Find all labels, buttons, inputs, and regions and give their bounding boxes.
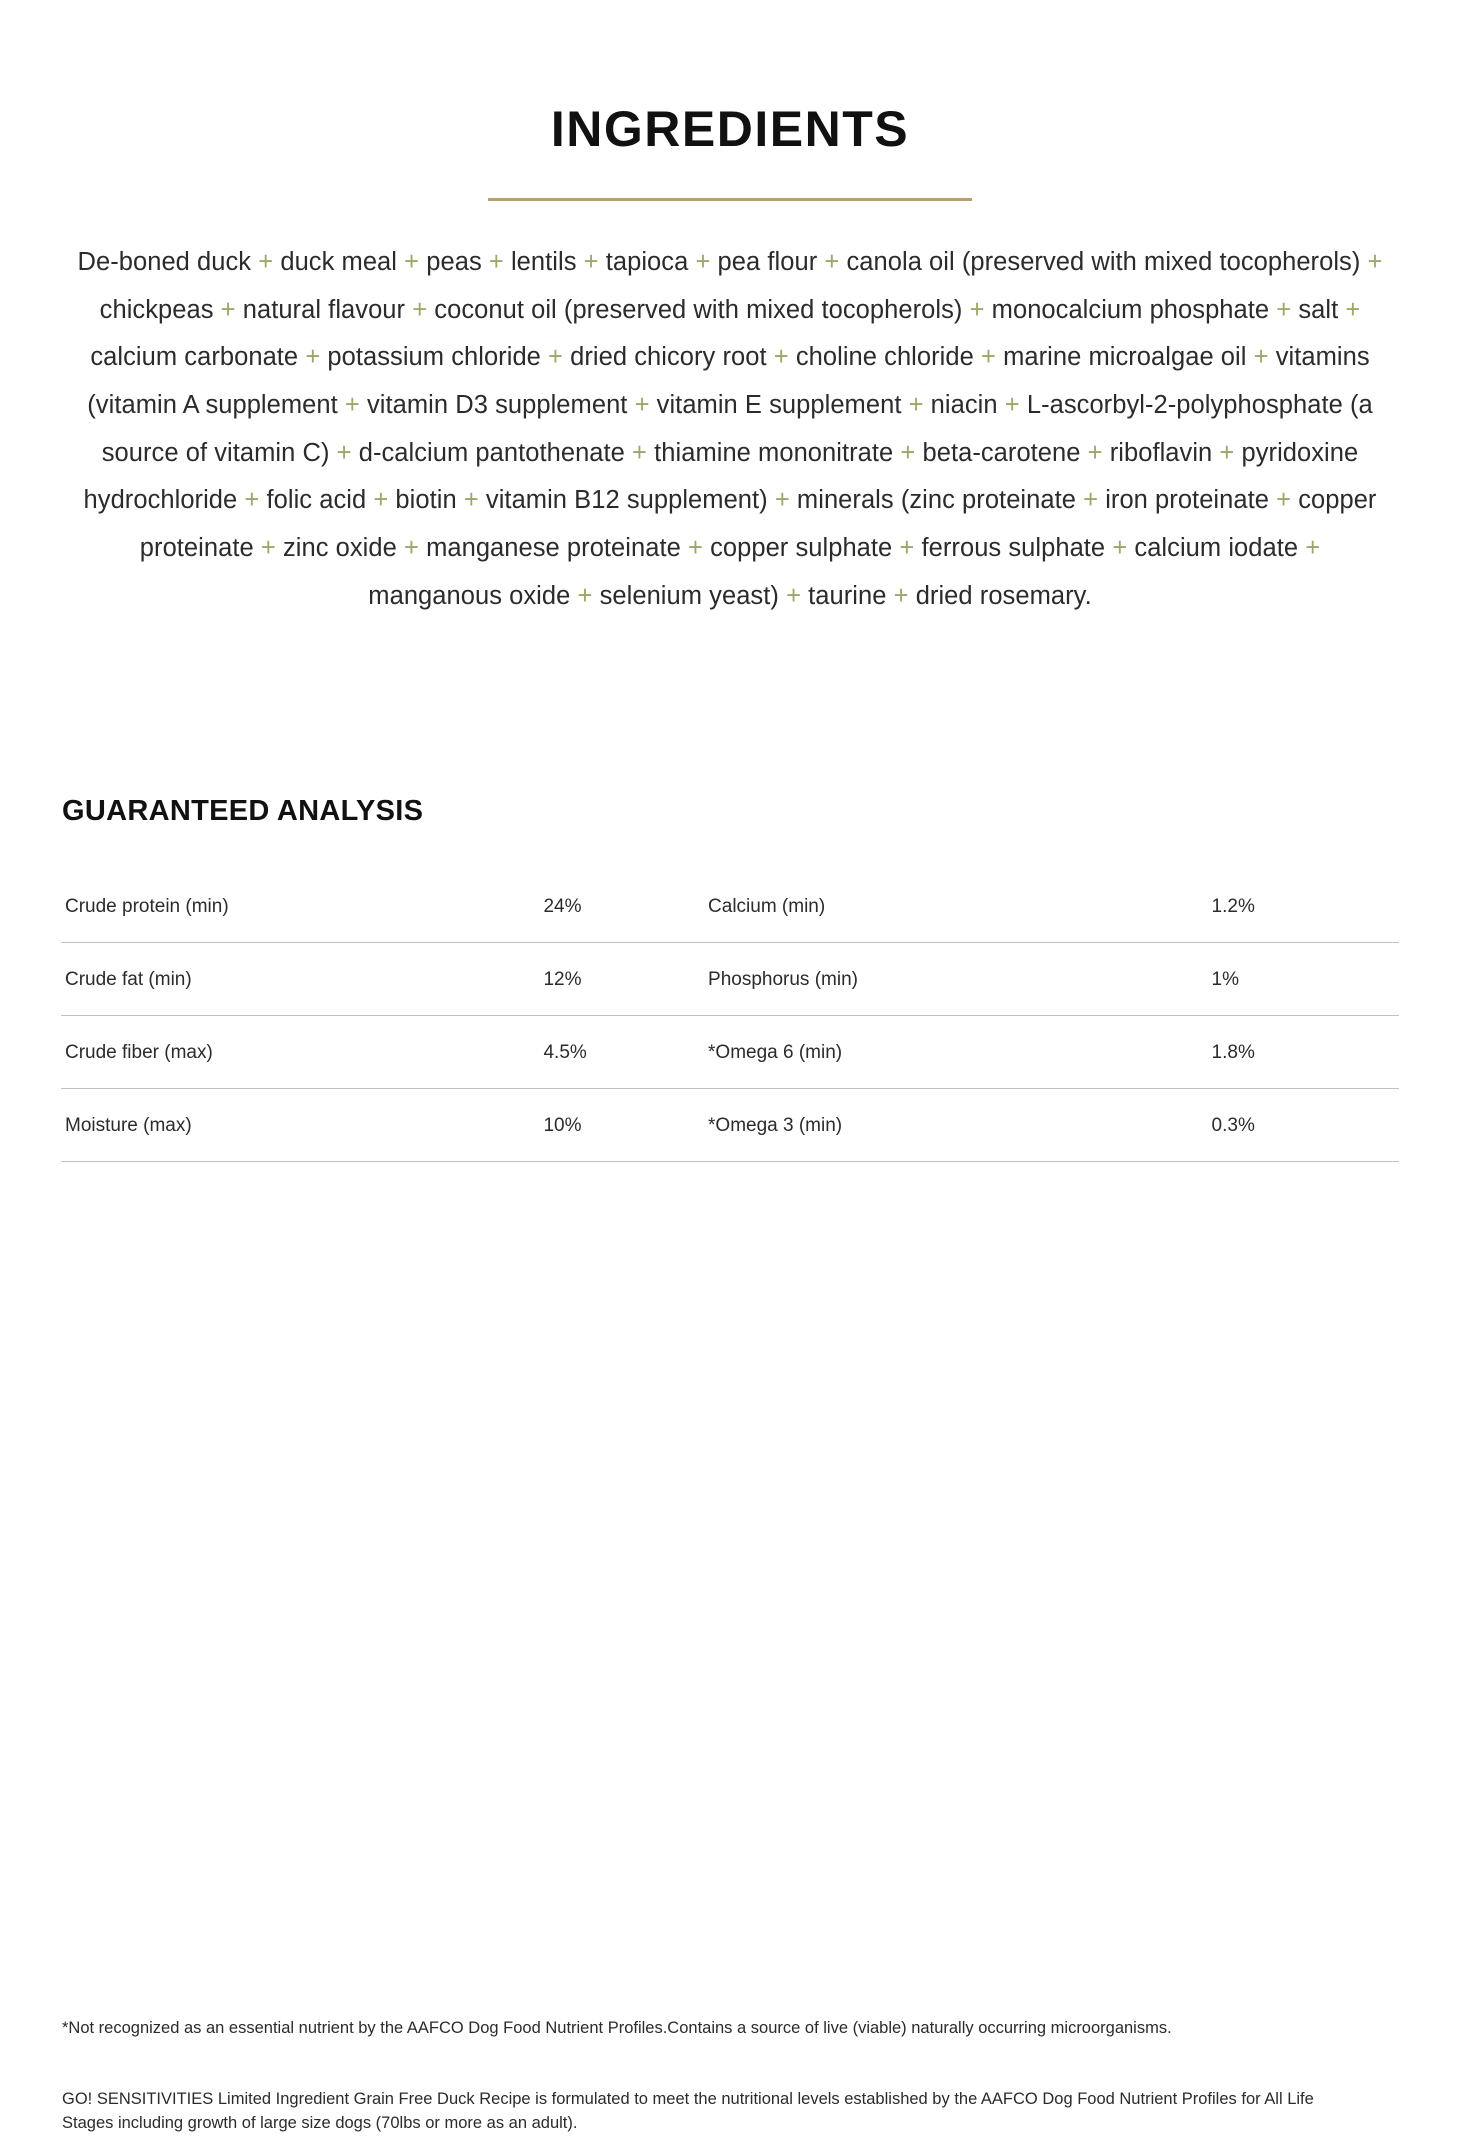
- ingredient-separator: +: [1254, 343, 1269, 371]
- ingredient-separator: +: [404, 534, 419, 562]
- ingredient-separator: +: [404, 248, 419, 276]
- ingredient-separator: +: [1276, 486, 1291, 514]
- ingredient-separator: +: [584, 248, 599, 276]
- ingredient-separator: +: [981, 343, 996, 371]
- analysis-value-right: 0.3%: [1212, 1089, 1399, 1162]
- analysis-value-right: 1%: [1212, 943, 1399, 1016]
- ingredient-separator: +: [1005, 391, 1020, 419]
- analysis-label-right: Phosphorus (min): [708, 943, 1212, 1016]
- ingredient-separator: +: [970, 296, 985, 324]
- analysis-value-left: 4.5%: [543, 1016, 708, 1089]
- ingredient-separator: +: [489, 248, 504, 276]
- ingredient-separator: +: [909, 391, 924, 419]
- ingredient-separator: +: [412, 296, 427, 324]
- ingredient-separator: +: [548, 343, 563, 371]
- ingredient-separator: +: [900, 439, 915, 467]
- ingredient-separator: +: [1345, 296, 1360, 324]
- ingredient-separator: +: [688, 534, 703, 562]
- ingredient-separator: +: [464, 486, 479, 514]
- table-row: [61, 1016, 1399, 1089]
- ingredient-separator: +: [786, 582, 801, 610]
- analysis-label-left: Crude fat (min): [61, 943, 543, 1016]
- analysis-value-left: 10%: [543, 1089, 708, 1162]
- analysis-label-right: *Omega 3 (min): [708, 1089, 1212, 1162]
- analysis-value-left: 24%: [543, 870, 708, 943]
- ingredient-separator: +: [632, 439, 647, 467]
- guaranteed-analysis-section: [0, 795, 1460, 1162]
- analysis-value-right: 1.2%: [1212, 870, 1399, 943]
- ingredient-separator: +: [774, 343, 789, 371]
- analysis-label-right: Calcium (min): [708, 870, 1212, 943]
- ingredient-separator: +: [635, 391, 650, 419]
- footnote-text: *Not recognized as an essential nutrient by the AAFCO Dog Food Nutrient Profiles.Contains a source of live (viable) naturally occurring microorganisms.: [62, 2017, 1402, 2041]
- aafco-disclaimer-text: GO! SENSITIVITIES Limited Ingredient Grain Free Duck Recipe is formulated to meet the nutritional levels established by the AAFCO Dog Food Nutrient Profiles for All Life Stages including growth of large size dogs (70lbs or more as an adult).: [62, 2087, 1362, 2136]
- ingredient-separator: +: [261, 534, 276, 562]
- analysis-label-left: Moisture (max): [61, 1089, 543, 1162]
- ingredient-separator: +: [373, 486, 388, 514]
- analysis-value-left: 12%: [543, 943, 708, 1016]
- ingredient-separator: +: [345, 391, 360, 419]
- ingredient-separator: +: [899, 534, 914, 562]
- ingredient-separator: +: [1276, 296, 1291, 324]
- ingredient-separator: +: [695, 248, 710, 276]
- ingredient-separator: +: [1219, 439, 1234, 467]
- title-divider: [488, 198, 972, 201]
- ingredients-section: [0, 0, 1460, 620]
- ingredient-separator: +: [1368, 248, 1383, 276]
- ingredient-separator: +: [894, 582, 909, 610]
- ingredient-separator: +: [1088, 439, 1103, 467]
- table-row: [61, 1089, 1399, 1162]
- ingredient-separator: +: [305, 343, 320, 371]
- ingredient-separator: +: [578, 582, 593, 610]
- table-row: [61, 870, 1399, 943]
- analysis-label-left: Crude protein (min): [61, 870, 543, 943]
- guaranteed-analysis-table: [61, 870, 1399, 1162]
- analysis-value-right: 1.8%: [1212, 1016, 1399, 1089]
- ingredient-separator: +: [244, 486, 259, 514]
- ingredient-separator: +: [337, 439, 352, 467]
- page-title: INGREDIENTS: [0, 104, 1460, 154]
- ingredient-separator: +: [1112, 534, 1127, 562]
- ingredient-separator: +: [1083, 486, 1098, 514]
- ingredient-separator: +: [258, 248, 273, 276]
- ingredient-separator: +: [1305, 534, 1320, 562]
- ingredient-separator: +: [775, 486, 790, 514]
- ingredient-separator: +: [824, 248, 839, 276]
- table-row: [61, 943, 1399, 1016]
- analysis-label-right: *Omega 6 (min): [708, 1016, 1212, 1089]
- analysis-label-left: Crude fiber (max): [61, 1016, 543, 1089]
- ingredient-separator: +: [221, 296, 236, 324]
- ingredients-list: De-boned duck + duck meal + peas + lentils + tapioca + pea flour + canola oil (preserved with mixed tocopherols) + chickpeas + natural flavour + coconut oil (preserved with mixed tocopherols) + monocalcium phosphate + salt + calcium carbonate + potassium chloride + dried chicory root + choline chloride + marine microalgae oil + vitamins (vitamin A supplement + vitamin D3 supplement + vitamin E supplement + niacin + L-ascorbyl-2-polyphosphate (a source of vitamin C) + d-calcium pantothenate + thiamine mononitrate + beta-carotene + riboflavin + pyridoxine hydrochloride + folic acid + biotin + vitamin B12 supplement) + minerals (zinc proteinate + iron proteinate + copper proteinate + zinc oxide + manganese proteinate + copper sulphate + ferrous sulphate + calcium iodate + manganous oxide + selenium yeast) + taurine + dried rosemary.: [70, 239, 1390, 620]
- guaranteed-analysis-heading: GUARANTEED ANALYSIS: [62, 795, 1460, 828]
